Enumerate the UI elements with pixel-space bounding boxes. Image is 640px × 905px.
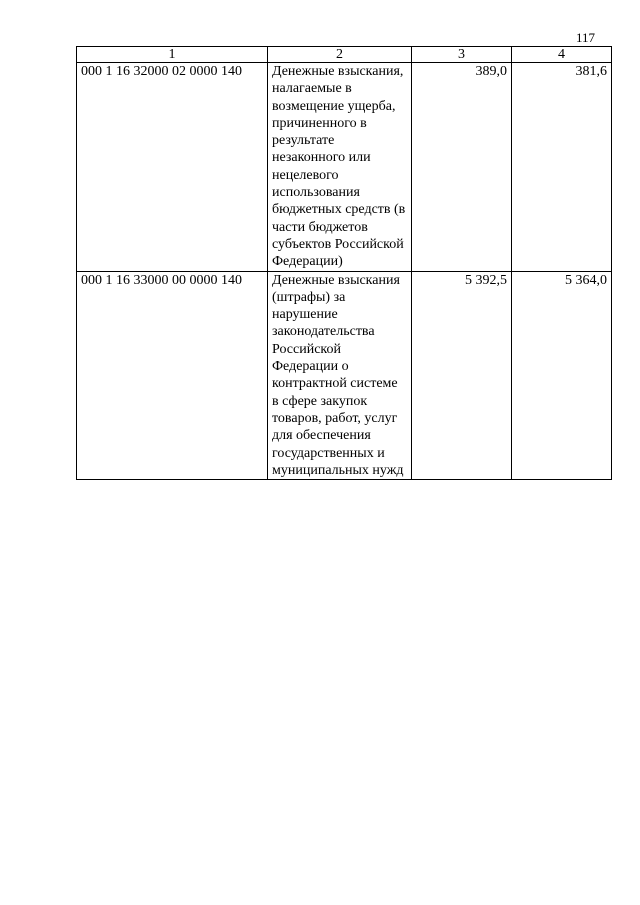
page-number: 117 [575,30,595,45]
row-value-col3: 389,0 [412,63,512,272]
budget-table [76,46,612,480]
table-row [77,271,612,480]
row-code: 000 1 16 33000 00 0000 140 [77,271,268,480]
table-row [77,63,612,272]
row-code: 000 1 16 32000 02 0000 140 [77,63,268,272]
column-header-3: 3 [412,47,512,63]
table-header-row [77,47,612,63]
row-description: Денежные взыскания, налагаемые в возмещение ущерба, причиненного в результате незаконного или нецелевого использования бюджетных средств (в части бюджетов субъектов Российской Федерации) [268,63,412,272]
column-header-4: 4 [512,47,612,63]
row-value-col4: 5 364,0 [512,271,612,480]
row-value-col4: 381,6 [512,63,612,272]
column-header-1: 1 [77,47,268,63]
column-header-2: 2 [268,47,412,63]
row-description: Денежные взыскания (штрафы) за нарушение законодательства Российской Федерации о контрактной системе в сфере закупок товаров, работ, услуг для обеспечения государственных и муниципальных нужд [268,271,412,480]
row-value-col3: 5 392,5 [412,271,512,480]
